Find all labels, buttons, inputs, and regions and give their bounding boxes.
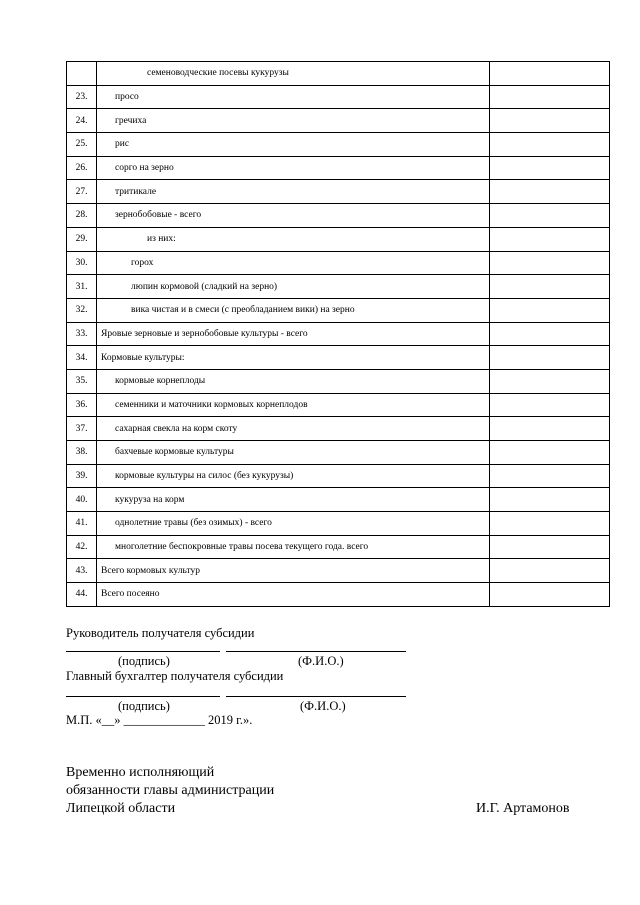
row-number: 32.: [67, 298, 97, 322]
row-name-cell: [97, 275, 490, 299]
row-value: [490, 512, 610, 536]
row-number: 34.: [67, 346, 97, 370]
table-row: [67, 298, 610, 322]
crops-table: [66, 61, 610, 607]
head-signature-caption: (подпись): [118, 654, 170, 668]
table-row: [67, 393, 610, 417]
row-value: [490, 109, 610, 133]
table-row: [67, 62, 610, 86]
crop-name: гречиха: [115, 115, 147, 126]
row-number: 23.: [67, 85, 97, 109]
row-name-cell: [97, 133, 490, 157]
accountant-label: Главный бухгалтер получателя субсидии: [66, 669, 284, 683]
head-name-line: [226, 651, 406, 652]
row-number: 38.: [67, 441, 97, 465]
crops-table-body: [67, 62, 610, 607]
row-name-cell: [97, 180, 490, 204]
row-name-cell: [97, 559, 490, 583]
table-row: [67, 559, 610, 583]
row-value: [490, 583, 610, 607]
row-number: 39.: [67, 464, 97, 488]
crop-name: кормовые культуры на силос (без кукурузы): [115, 471, 294, 482]
row-number: 42.: [67, 535, 97, 559]
crop-name: тритикале: [115, 186, 157, 197]
row-name-cell: [97, 322, 490, 346]
row-number: 24.: [67, 109, 97, 133]
accountant-name-caption: (Ф.И.О.): [300, 699, 346, 713]
row-name-cell: [97, 109, 490, 133]
table-row: [67, 369, 610, 393]
crop-name: кормовые корнеплоды: [115, 376, 206, 387]
crop-name: кукуруза на корм: [115, 494, 185, 505]
table-row: [67, 275, 610, 299]
row-name-cell: [97, 227, 490, 251]
footer-position-line3: Липецкой области: [66, 801, 176, 816]
crop-name: Кормовые культуры:: [101, 352, 185, 363]
crop-name: Всего кормовых культур: [101, 565, 200, 576]
table-row: [67, 109, 610, 133]
crop-name: просо: [115, 92, 139, 103]
table-row: [67, 488, 610, 512]
row-name-cell: [97, 298, 490, 322]
row-number: 29.: [67, 227, 97, 251]
crop-name: Яровые зерновые и зернобобовые культуры - всего: [101, 328, 308, 339]
row-value: [490, 346, 610, 370]
row-name-cell: [97, 393, 490, 417]
row-number: 33.: [67, 322, 97, 346]
table-row: [67, 464, 610, 488]
crop-name: бахчевые кормовые культуры: [115, 447, 234, 458]
row-value: [490, 441, 610, 465]
table-row: [67, 417, 610, 441]
row-value: [490, 227, 610, 251]
row-name-cell: [97, 488, 490, 512]
footer-position-line1: Временно исполняющий: [66, 765, 215, 780]
crop-name: зернобобовые - всего: [115, 210, 202, 221]
table-row: [67, 85, 610, 109]
crop-name: люпин кормовой (сладкий на зерно): [131, 281, 278, 292]
table-row: [67, 535, 610, 559]
row-value: [490, 298, 610, 322]
row-name-cell: [97, 346, 490, 370]
stamp-date-line: М.П. «__» _____________ 2019 г.».: [66, 713, 253, 727]
crop-name: однолетние травы (без озимых) - всего: [115, 518, 272, 529]
row-number: 35.: [67, 369, 97, 393]
row-number: 27.: [67, 180, 97, 204]
row-value: [490, 62, 610, 86]
footer-position-line2: обязанности главы администрации: [66, 783, 275, 798]
row-number: 28.: [67, 204, 97, 228]
row-number: 43.: [67, 559, 97, 583]
row-name-cell: [97, 417, 490, 441]
row-value: [490, 464, 610, 488]
row-number: 44.: [67, 583, 97, 607]
row-name-cell: [97, 512, 490, 536]
row-value: [490, 322, 610, 346]
head-signature-line: [66, 651, 220, 652]
table-row: [67, 133, 610, 157]
row-value: [490, 275, 610, 299]
row-value: [490, 559, 610, 583]
table-row: [67, 204, 610, 228]
row-name-cell: [97, 204, 490, 228]
accountant-name-line: [226, 696, 406, 697]
row-number: 36.: [67, 393, 97, 417]
crop-name: многолетние беспокровные травы посева текущего года. всего: [115, 542, 369, 553]
crop-name: семенники и маточники кормовых корнеплодов: [115, 399, 308, 410]
row-value: [490, 180, 610, 204]
table-row: [67, 156, 610, 180]
row-value: [490, 535, 610, 559]
table-row: [67, 512, 610, 536]
row-number: 40.: [67, 488, 97, 512]
row-name-cell: [97, 441, 490, 465]
row-value: [490, 488, 610, 512]
table-row: [67, 227, 610, 251]
accountant-signature-caption: (подпись): [118, 699, 170, 713]
row-value: [490, 369, 610, 393]
row-number: 37.: [67, 417, 97, 441]
crop-name: сахарная свекла на корм скоту: [115, 423, 238, 434]
row-name-cell: [97, 369, 490, 393]
crop-name: семеноводческие посевы кукурузы: [147, 68, 289, 79]
row-value: [490, 156, 610, 180]
row-number: 30.: [67, 251, 97, 275]
crop-name: Всего посеяно: [101, 589, 160, 600]
row-value: [490, 204, 610, 228]
row-name-cell: [97, 251, 490, 275]
row-number: 41.: [67, 512, 97, 536]
accountant-signature-line: [66, 696, 220, 697]
table-row: [67, 346, 610, 370]
row-name-cell: [97, 583, 490, 607]
table-row: [67, 251, 610, 275]
row-value: [490, 393, 610, 417]
row-name-cell: [97, 85, 490, 109]
table-row: [67, 583, 610, 607]
row-value: [490, 133, 610, 157]
row-value: [490, 417, 610, 441]
row-name-cell: [97, 156, 490, 180]
row-number: 25.: [67, 133, 97, 157]
row-name-cell: [97, 535, 490, 559]
table-row: [67, 441, 610, 465]
row-value: [490, 251, 610, 275]
row-number: 26.: [67, 156, 97, 180]
table-row: [67, 322, 610, 346]
row-name-cell: [97, 464, 490, 488]
row-value: [490, 85, 610, 109]
crop-name: из них:: [147, 234, 176, 245]
table-row: [67, 180, 610, 204]
row-number: 31.: [67, 275, 97, 299]
crop-name: горох: [131, 257, 154, 268]
crop-name: сорго на зерно: [115, 163, 174, 174]
row-name-cell: [97, 62, 490, 86]
crop-name: рис: [115, 139, 130, 150]
row-number: [67, 62, 97, 86]
head-name-caption: (Ф.И.О.): [298, 654, 344, 668]
crop-name: вика чистая и в смеси (с преобладанием вики) на зерно: [131, 305, 355, 316]
head-label: Руководитель получателя субсидии: [66, 626, 255, 640]
footer-signer-name: И.Г. Артамонов: [476, 801, 570, 816]
